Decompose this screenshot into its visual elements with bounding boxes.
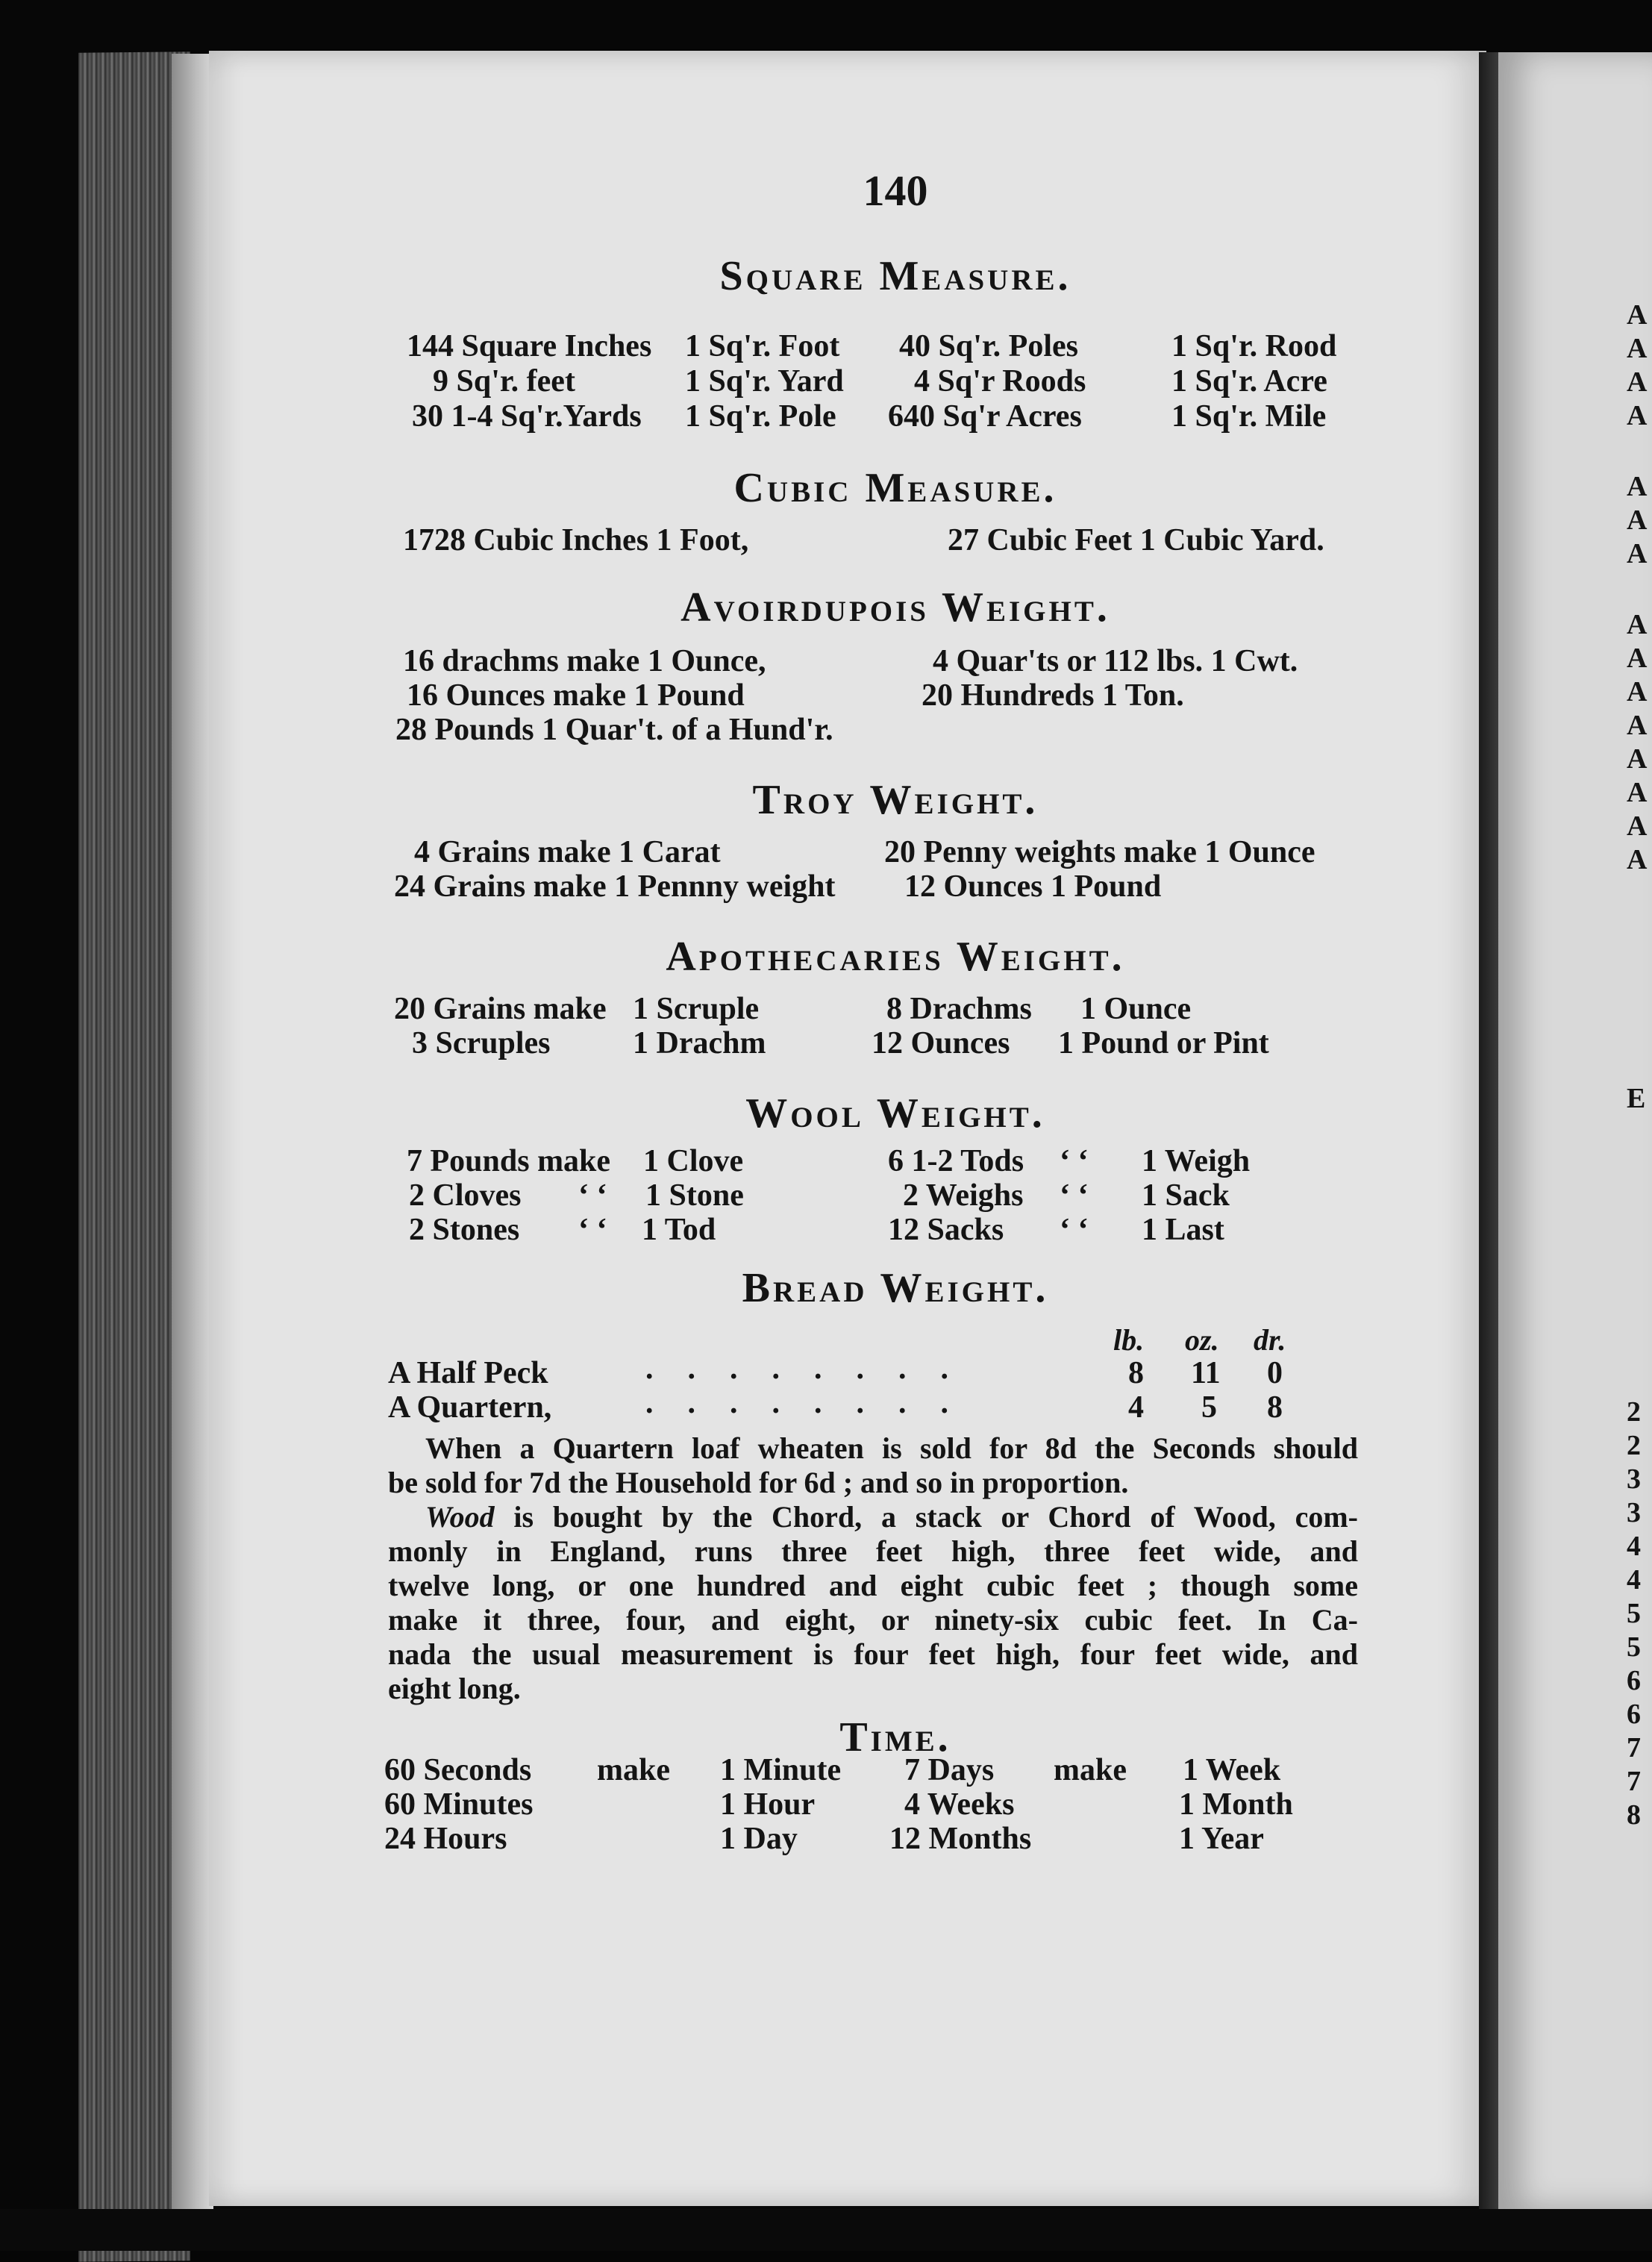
avoir-row-1-left: 16 drachms make 1 Ounce, [403,644,766,678]
square-row-3-c3: 640 Sq'r Acres [888,399,1082,434]
wool-row-2-c1: 2 Cloves [409,1178,522,1213]
wool-row-3-ditto1: ‘ ‘ [578,1213,607,1247]
page-number: 140 [863,166,928,215]
time-row-3-c6: 1 Year [1179,1822,1264,1856]
right-page-glyph: 8 [1627,1799,1641,1831]
right-page-glyph: 4 [1627,1531,1641,1562]
paragraph-2-line-1-text: is bought by the Chord, a stack or Chord of Wood, com- [494,1500,1358,1534]
avoirdupois-heading: Avoirdupois Weight. [680,584,1110,631]
bread-row-2-dots: ........ [645,1386,983,1420]
wool-row-1-c1: 7 Pounds make [407,1144,611,1178]
square-row-2-c3: 4 Sq'r Roods [914,364,1086,399]
troy-row-1-left: 4 Grains make 1 Carat [414,835,721,869]
avoir-row-3-left: 28 Pounds 1 Quar't. of a Hund'r. [395,713,833,747]
right-page-glyph: A [1627,777,1648,808]
wool-row-2-c3: 1 Stone [645,1178,744,1213]
right-page-glyph: 5 [1627,1631,1641,1663]
bread-paragraph-1 [388,1431,1358,1500]
time-row-3-c4: 12 Months [889,1822,1032,1856]
right-page-glyph: A [1627,710,1648,741]
paragraph-2-line-2: monly in England, runs three feet high, three feet wide, and [388,1534,1358,1568]
right-page-glyph: A [1627,743,1648,775]
time-row-1-c4: 7 Days [904,1753,995,1787]
time-row-3-c1: 24 Hours [384,1822,507,1856]
time-row-1-c1: 60 Seconds [384,1753,532,1787]
cubic-measure-heading: Cubic Measure. [733,465,1057,511]
wool-row-2-ditto2: ‘ ‘ [1060,1178,1089,1213]
paragraph-1-line-1: When a Quartern loaf wheaten is sold for 8d the Seconds should [425,1431,1358,1465]
time-row-2-c4: 4 Weeks [904,1787,1015,1822]
apothecaries-heading: Apothecaries Weight. [666,934,1125,980]
scan-bottom-band [0,2209,1652,2251]
time-row-3-c3: 1 Day [720,1822,798,1856]
wool-row-1-c2: 1 Clove [643,1144,744,1178]
right-page-glyph: A [1627,400,1648,431]
square-row-3-c1: 30 1-4 Sq'r.Yards [412,399,642,434]
bread-heading: Bread Weight. [742,1265,1049,1311]
apoth-row-1-c1: 20 Grains make [394,992,607,1026]
square-row-3-c4: 1 Sq'r. Mile [1171,399,1327,434]
wool-row-1-c5: 1 Weigh [1142,1144,1251,1178]
apoth-row-2-c1: 3 Scruples [412,1026,551,1060]
wool-row-2-c4: 2 Weighs [903,1178,1024,1213]
apoth-row-1-c2: 1 Scruple [633,992,760,1026]
wool-row-1-ditto: ‘ ‘ [1060,1144,1089,1178]
wood-paragraph [388,1500,1358,1706]
right-page-glyph: 6 [1627,1665,1641,1696]
bread-row-2-oz: 5 [1201,1390,1217,1425]
wool-row-3-c6: 1 Last [1142,1213,1224,1247]
avoir-row-2-right: 20 Hundreds 1 Ton. [922,678,1184,713]
right-page-glyph: 2 [1627,1396,1641,1428]
right-page-glyph: A [1627,504,1648,536]
bread-row-2-label: A Quartern, [388,1390,552,1425]
wood-italic: Wood [425,1500,495,1534]
wool-row-3-c3: 1 Tod [642,1213,716,1247]
apoth-row-1-c4: 1 Ounce [1080,992,1192,1026]
paragraph-2-line-4: make it three, four, and eight, or ninety-six cubic feet. In Ca- [388,1603,1358,1637]
bread-row-2-lb: 4 [1128,1390,1144,1425]
bread-col-oz: oz. [1185,1323,1219,1357]
right-page-glyph: A [1627,643,1648,674]
square-row-1-c3: 40 Sq'r. Poles [899,329,1078,363]
bread-row-2-dr: 8 [1267,1390,1283,1425]
bread-row-1-dr: 0 [1267,1356,1283,1390]
right-page-glyph: 4 [1627,1564,1641,1596]
avoir-row-2-left: 16 Ounces make 1 Pound [407,678,745,713]
wool-row-3-c1: 2 Stones [409,1213,520,1247]
time-row-2-c6: 1 Month [1179,1787,1293,1822]
right-page-glyph: E [1627,1083,1646,1114]
wool-row-2-c6: 1 Sack [1142,1178,1230,1213]
cubic-right: 27 Cubic Feet 1 Cubic Yard. [948,523,1324,557]
apoth-row-2-c4: 1 Pound or Pint [1058,1026,1269,1060]
square-row-1-c1: 144 Square Inches [407,329,652,363]
bread-row-1-dots: ........ [645,1352,983,1386]
time-row-1-c3: 1 Minute [720,1753,842,1787]
right-page-glyph: 2 [1627,1430,1641,1461]
square-row-3-c2: 1 Sq'r. Pole [685,399,836,434]
right-page-glyph: A [1627,471,1648,502]
time-row-1-c2: make [597,1753,670,1787]
paragraph-1-line-2: be sold for 7d the Household for 6d ; and so in proportion. [388,1466,1129,1499]
time-row-2-c3: 1 Hour [720,1787,816,1822]
time-row-2-c1: 60 Minutes [384,1787,534,1822]
bread-col-lb: lb. [1113,1323,1145,1357]
wool-row-2-ditto1: ‘ ‘ [578,1178,607,1213]
square-row-1-c4: 1 Sq'r. Rood [1171,329,1337,363]
apoth-row-1-c3: 8 Drachms [886,992,1032,1026]
wool-row-3-c4: 12 Sacks [888,1213,1004,1247]
right-page-glyph: A [1627,609,1648,640]
bread-col-dr: dr. [1254,1323,1286,1357]
right-page-glyph: A [1627,333,1648,364]
square-row-1-c2: 1 Sq'r. Foot [685,329,840,363]
troy-heading: Troy Weight. [752,777,1039,823]
right-page-glyph: 3 [1627,1497,1641,1528]
apoth-row-2-c3: 12 Ounces [872,1026,1010,1060]
right-page-glyph: 5 [1627,1598,1641,1629]
right-page-glyph: A [1627,810,1648,842]
time-row-1-c6: 1 Week [1183,1753,1281,1787]
cubic-left: 1728 Cubic Inches 1 Foot, [403,523,749,557]
wool-row-3-ditto2: ‘ ‘ [1060,1213,1089,1247]
right-page-glyph: A [1627,844,1648,875]
right-page-glyph: A [1627,366,1648,398]
square-measure-heading: Square Measure. [719,253,1071,299]
right-page-glyph: 3 [1627,1463,1641,1495]
right-page-glyph: 7 [1627,1732,1641,1763]
right-page-glyph: 7 [1627,1766,1641,1797]
wool-heading: Wool Weight. [745,1090,1045,1137]
paragraph-2-line-5: nada the usual measurement is four feet high, four feet wide, and [388,1637,1358,1671]
avoir-row-1-right: 4 Quar'ts or 112 lbs. 1 Cwt. [933,644,1298,678]
paragraph-2-line-1 [388,1500,1358,1534]
troy-row-2-left: 24 Grains make 1 Pennny weight [394,869,836,904]
troy-row-1-right: 20 Penny weights make 1 Ounce [884,835,1315,869]
time-heading: Time. [839,1714,951,1760]
bread-row-1-label: A Half Peck [388,1356,548,1390]
right-page-glyph: A [1627,299,1648,331]
paragraph-2-line-3: twelve long, or one hundred and eight cubic feet ; though some [388,1569,1358,1602]
paragraph-2-line-6: eight long. [388,1672,521,1705]
right-page-glyph: A [1627,538,1648,569]
square-row-2-c2: 1 Sq'r. Yard [685,364,844,399]
apoth-row-2-c2: 1 Drachm [633,1026,766,1060]
right-page-glyph: A [1627,676,1648,707]
right-page-glyph: 6 [1627,1699,1641,1730]
square-row-2-c4: 1 Sq'r. Acre [1171,364,1327,399]
wool-row-1-c3: 6 1-2 Tods [888,1144,1024,1178]
square-row-2-c1: 9 Sq'r. feet [433,364,575,399]
time-row-1-c5: make [1054,1753,1127,1787]
bread-row-1-lb: 8 [1128,1356,1144,1390]
bread-row-1-oz: 11 [1191,1356,1221,1390]
troy-row-2-right: 12 Ounces 1 Pound [904,869,1162,904]
